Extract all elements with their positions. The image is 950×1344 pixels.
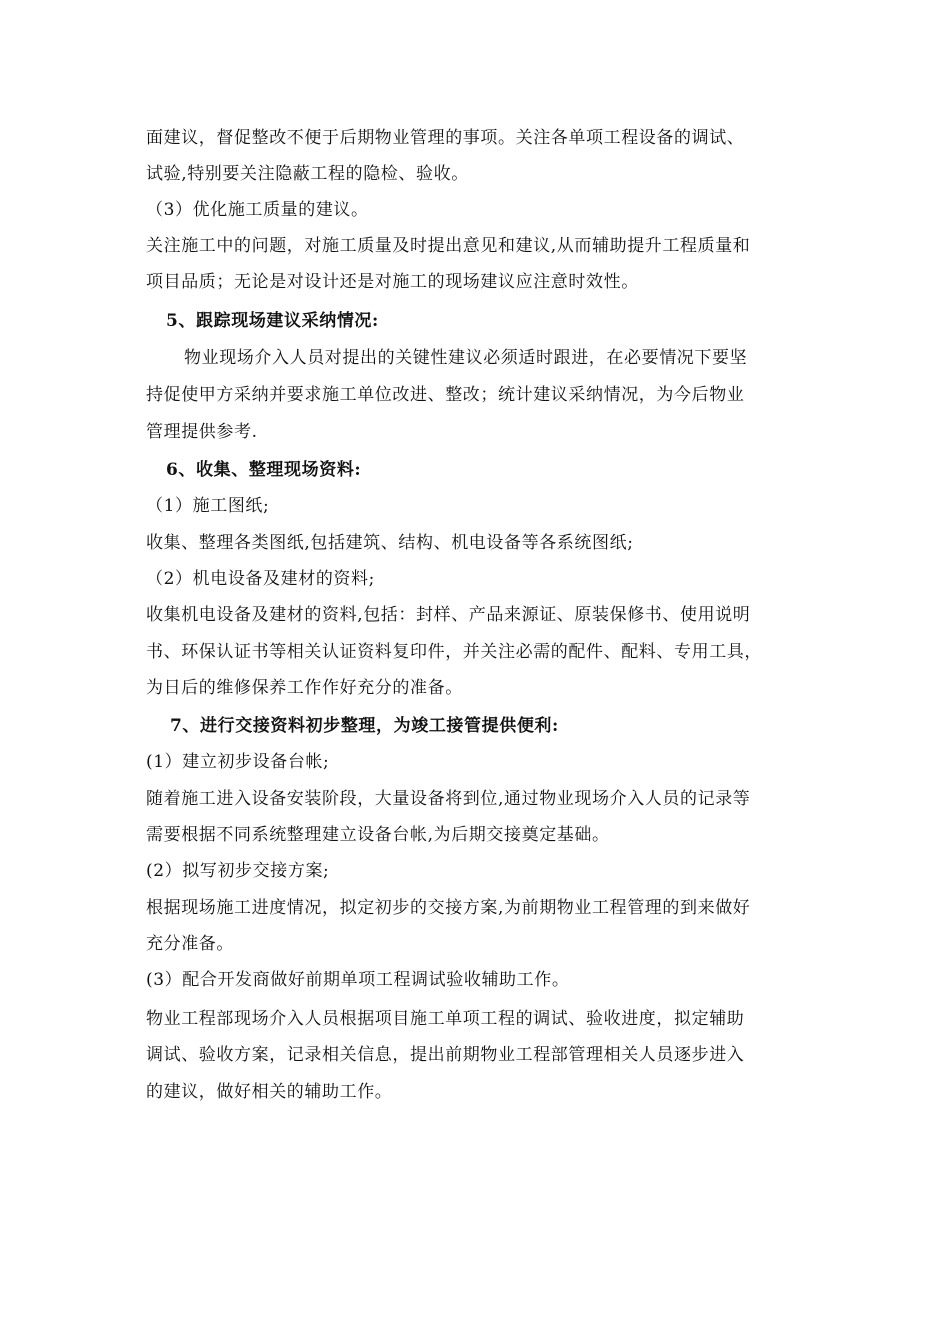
- text-line: 物业工程部现场介入人员根据项目施工单项工程的调试、验收进度，拟定辅助: [146, 1009, 745, 1029]
- section-heading-5: 5、跟踪现场建议采纳情况:: [166, 311, 379, 331]
- text-line: 根据现场施工进度情况，拟定初步的交接方案,为前期物业工程管理的到来做好: [146, 898, 751, 918]
- list-item-heading: (1）建立初步设备台帐;: [146, 752, 330, 772]
- text-line: 充分准备。: [146, 934, 234, 954]
- section-heading-6: 6、收集、整理现场资料:: [166, 460, 362, 480]
- list-item-heading: （2）机电设备及建材的资料;: [146, 569, 375, 589]
- text-line: 随着施工进入设备安装阶段，大量设备将到位,通过物业现场介入人员的记录等: [146, 789, 751, 809]
- text-line: 收集、整理各类图纸,包括建筑、结构、机电设备等各系统图纸;: [146, 533, 634, 553]
- text-line: 面建议，督促整改不便于后期物业管理的事项。关注各单项工程设备的调试、: [146, 128, 745, 148]
- text-line: 项目品质；无论是对设计还是对施工的现场建议应注意时效性。: [146, 272, 639, 292]
- text-line: 书、环保认证书等相关认证资料复印件，并关注必需的配件、配料、专用工具，: [146, 642, 762, 662]
- text-line: 为日后的维修保养工作作好充分的准备。: [146, 678, 463, 698]
- list-item-heading: （3）优化施工质量的建议。: [146, 200, 369, 220]
- text-line: 需要根据不同系统整理建立设备台帐,为后期交接奠定基础。: [146, 825, 610, 845]
- text-line: 物业现场介入人员对提出的关键性建议必须适时跟进，在必要情况下要坚: [184, 348, 748, 368]
- list-item-heading: （1）施工图纸;: [146, 496, 270, 516]
- text-line: 持促使甲方采纳并要求施工单位改进、整改；统计建议采纳情况，为今后物业: [146, 385, 745, 405]
- text-line: 试验,特别要关注隐蔽工程的隐检、验收。: [146, 164, 469, 184]
- text-line: 调试、验收方案，记录相关信息，提出前期物业工程部管理相关人员逐步进入: [146, 1045, 745, 1065]
- text-line: 管理提供参考.: [146, 422, 258, 442]
- text-line: 的建议，做好相关的辅助工作。: [146, 1082, 393, 1102]
- text-line: 关注施工中的问题，对施工质量及时提出意见和建议,从而辅助提升工程质量和: [146, 236, 751, 256]
- list-item-heading: (2）拟写初步交接方案;: [146, 861, 330, 881]
- text-line: 收集机电设备及建材的资料,包括：封样、产品来源证、原装保修书、使用说明: [146, 605, 751, 625]
- section-heading-7: 7、进行交接资料初步整理，为竣工接管提供便利:: [170, 716, 559, 736]
- list-item-heading: (3）配合开发商做好前期单项工程调试验收辅助工作。: [146, 970, 570, 990]
